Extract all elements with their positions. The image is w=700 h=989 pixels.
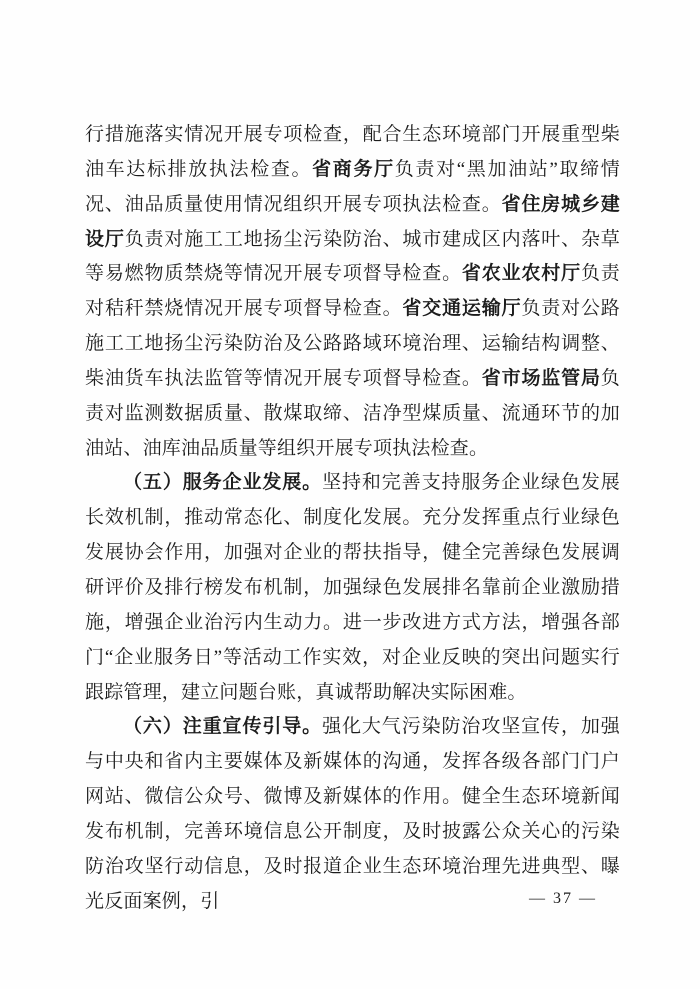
- body-text: 坚持和完善支持服务企业绿色发展长效机制，推动常态化、制度化发展。充分发挥重点行业绿色发展协会作用，加强对企业的帮扶指导，健全完善绿色发展调研评价及排行榜发布机制，加强绿色发展排名靠前企业激励措施，增强企业治污内生动力。进一步改进方式方法，增强各部门“企业服务日”等活动工作实效，对企业反映的突出问题实行跟踪管理，建立问题台账，真诚帮助解决实际困难。: [85, 472, 620, 703]
- body-text: 行措施落实情况开展专项检查，配合生态环境部门开展重型柴油车达标排放执法检查。: [85, 124, 620, 180]
- emphasis-text: （六）注重宣传引导。: [123, 716, 323, 738]
- paragraph: [85, 710, 620, 919]
- body-text: 负责对监测数据质量、散煤取缔、洁净型煤质量、流通环节的加油站、油库油品质量等组织开展专项执法检查。: [85, 367, 620, 459]
- page-number: — 37 —: [529, 890, 597, 907]
- body-text: 负责对公路施工工地扬尘污染防治及公路路域环境治理、运输结构调整、柴油货车执法监管等情况开展专项督导检查。: [85, 298, 620, 389]
- document-body: [85, 118, 620, 919]
- paragraph: [85, 118, 620, 466]
- emphasis-text: （五）服务企业发展。: [123, 472, 323, 494]
- body-text: 强化大气污染防治攻坚宣传，加强与中央和省内主要媒体及新媒体的沟通，发挥各级各部门门户网站、微信公众号、微博及新媒体的作用。健全生态环境新闻发布机制，完善环境信息公开制度，及时披露公众关心的污染防治攻坚行动信息，及时报道企业生态环境治理先进典型、曝光反面案例，引: [85, 716, 620, 912]
- emphasis-text: 省住房城乡建设厅: [85, 193, 621, 250]
- body-text: 负责对“黑加油站”取缔情况、油品质量使用情况组织开展专项执法检查。: [85, 158, 620, 215]
- emphasis-text: 省交通运输厅: [402, 298, 522, 320]
- emphasis-text: 省市场监管局: [481, 367, 601, 389]
- body-text: 负责对秸秆禁烧情况开展专项督导检查。: [85, 263, 620, 320]
- paragraph: [85, 466, 620, 710]
- body-text: 负责对施工工地扬尘污染防治、城市建成区内落叶、杂草等易燃物质禁烧等情况开展专项督导检查。: [85, 228, 620, 285]
- emphasis-text: 省农业农村厅: [461, 263, 581, 285]
- emphasis-text: 省商务厅: [312, 158, 395, 180]
